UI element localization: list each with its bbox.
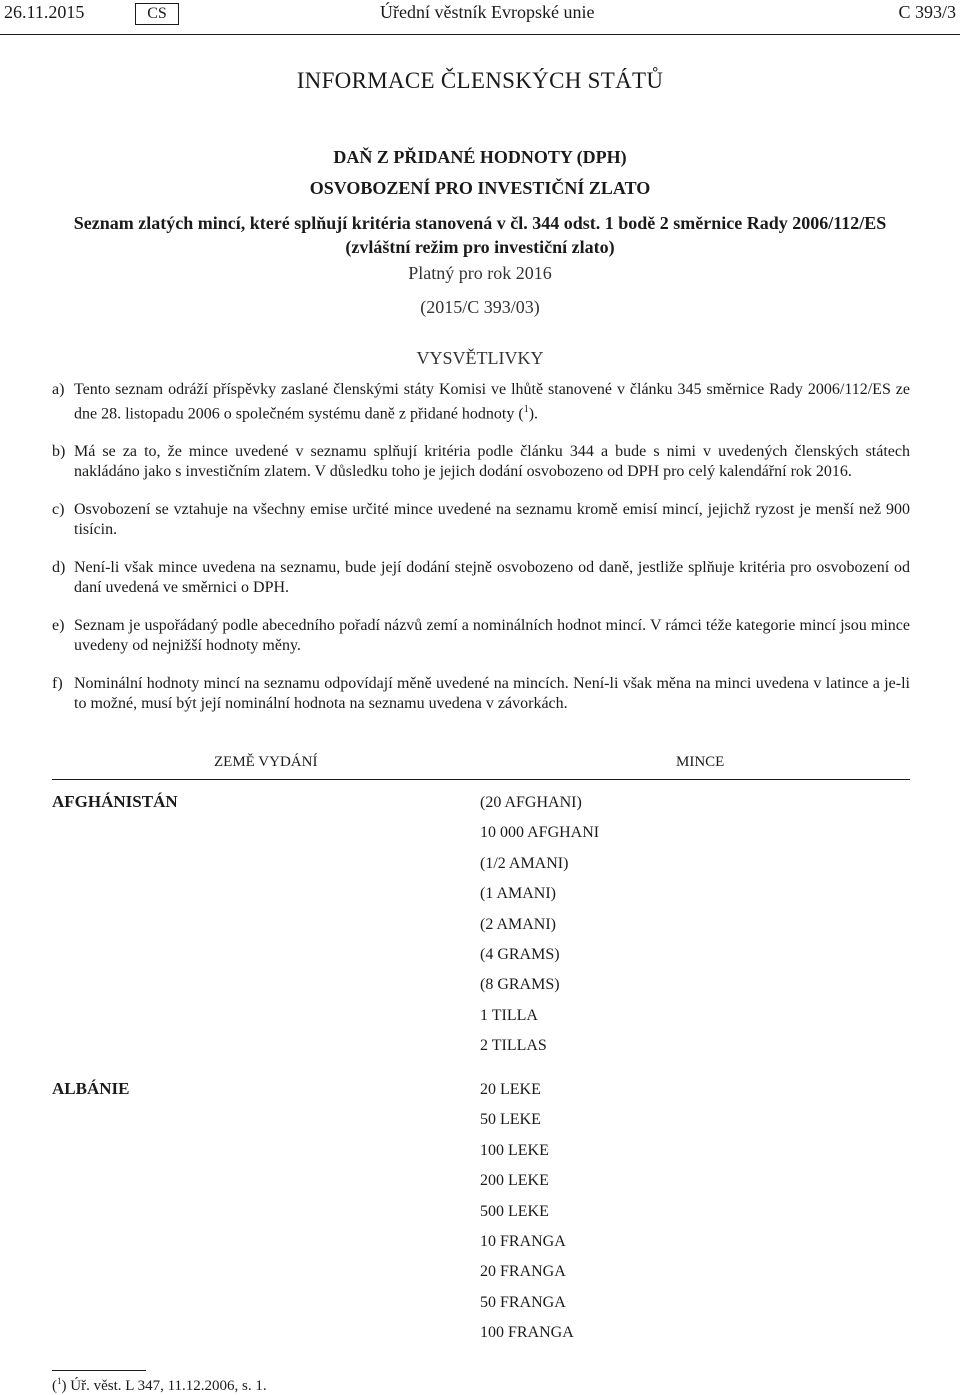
coin-item: (1 AMANI)	[480, 885, 556, 903]
explanation-label: b)	[52, 443, 66, 461]
coin-item: 10 FRANGA	[480, 1232, 566, 1250]
coin-item: 50 LEKE	[480, 1111, 541, 1129]
explanation-label: e)	[52, 617, 65, 635]
explanation-item	[52, 558, 910, 598]
explanation-item	[52, 500, 910, 540]
coin-item: 100 LEKE	[480, 1141, 549, 1159]
journal-title: Úřední věstník Evropské unie	[380, 2, 595, 22]
coin-item: (1/2 AMANI)	[480, 854, 569, 872]
explanation-item	[52, 674, 910, 714]
coin-item: 500 LEKE	[480, 1202, 549, 1220]
column-header-coins: MINCE	[676, 754, 725, 770]
header-rule	[0, 34, 960, 35]
explanation-item	[52, 442, 910, 482]
explanation-text: Není-li však mince uvedena na seznamu, bude její dodání stejně osvobozeno od daně, jestliže splňuje kritéria pro osvobození od daní uvedená ve směrnici o DPH.	[74, 559, 910, 597]
coin-item: (2 AMANI)	[480, 915, 556, 933]
explanation-text: Seznam je uspořádaný podle abecedního pořadí názvů zemí a nominálních hodnot mincí. V rámci téže kategorie mincí jsou mince uvedeny od nejnižší hodnoty měny.	[74, 617, 910, 655]
footnote: ($^1$) Úř. věst. L 347, 11.12.2006, s. 1.	[52, 1376, 267, 1394]
footnote-text: Úř. věst. L 347, 11.12.2006, s. 1.	[70, 1378, 267, 1394]
language-badge: CS	[135, 3, 179, 25]
coin-item: (20 AFGHANI)	[480, 794, 582, 811]
document-title-line2: OSVOBOZENÍ PRO INVESTIČNÍ ZLATO	[309, 178, 651, 198]
coin-item: 2 TILLAS	[480, 1037, 547, 1055]
column-header-country: ZEMĚ VYDÁNÍ	[214, 754, 318, 770]
coin-item: (8 GRAMS)	[480, 976, 560, 994]
country-name: ALBÁNIE	[52, 1079, 130, 1098]
page-header	[0, 0, 960, 34]
page-number: C 393/3	[898, 2, 956, 22]
explanation-label: f)	[52, 675, 63, 693]
coin-item: 10 000 AFGHANI	[480, 824, 600, 842]
explanation-text: Má se za to, že mince uvedené v seznamu splňují kritéria podle článku 344 a bude s nimi v uvedených členských státech nakládáno jako s investičním zlatem. V důsledku toho je jejich dodání osvobozeno od DPH pro celý kalendářní rok 2016.	[74, 443, 910, 481]
coin-item: 20 FRANGA	[480, 1263, 566, 1281]
publication-date: 26.11.2015	[4, 2, 85, 22]
coin-item: 1 TILLA	[480, 1006, 538, 1024]
table-rule	[52, 779, 910, 780]
footnote-reference[interactable]: 1	[523, 404, 529, 415]
coin-item: (4 GRAMS)	[480, 945, 560, 963]
explanations-list	[52, 380, 910, 732]
coin-item: 20 LEKE	[480, 1081, 541, 1098]
explanations-heading: VYSVĚTLIVKY	[416, 348, 544, 368]
explanation-label: a)	[52, 381, 65, 398]
validity-note: Platný pro rok 2016	[408, 263, 552, 283]
explanation-label: c)	[52, 501, 65, 519]
explanation-item	[52, 616, 910, 656]
coin-item: 100 FRANGA	[480, 1324, 574, 1342]
section-title: INFORMACE ČLENSKÝCH STÁTŮ	[296, 68, 664, 93]
document-reference: (2015/C 393/03)	[420, 297, 540, 317]
explanation-text: Nominální hodnoty mincí na seznamu odpovídají měně uvedené na mincích. Není-li však měna na minci uvedena v latince a je-li to možné, musí být její nominální hodnota na seznamu uvedena v závorkách.	[74, 675, 910, 713]
document-title-line3: Seznam zlatých mincí, které splňují kritéria stanovená v čl. 344 odst. 1 bodě 2 směrnice Rady 2006/112/ES (zvláštní režim pro investiční zlato)	[73, 213, 887, 257]
document-title-line1: DAŇ Z PŘIDANÉ HODNOTY (DPH)	[333, 147, 627, 167]
explanation-text: Tento seznam odráží příspěvky zaslané členskými státy Komisi ve lhůtě stanovené v článku 345 směrnice Rady 2006/112/ES ze dne 28. listopadu 2006 o společném systému daně z přidané hodnoty ($^1$).	[74, 381, 910, 423]
explanation-item	[52, 380, 910, 424]
coin-list	[480, 788, 599, 1062]
country-name: AFGHÁNISTÁN	[52, 792, 178, 811]
coin-list	[480, 1075, 574, 1349]
explanation-text: Osvobození se vztahuje na všechny emise určité mince uvedené na seznamu kromě emisí mincí, jejichž ryzost je menší než 900 tisícin.	[74, 501, 910, 539]
coin-item: 200 LEKE	[480, 1172, 549, 1190]
explanation-label: d)	[52, 559, 66, 577]
footnote-mark: 1	[57, 1376, 62, 1386]
coin-item: 50 FRANGA	[480, 1293, 566, 1311]
footnote-rule	[52, 1370, 146, 1371]
